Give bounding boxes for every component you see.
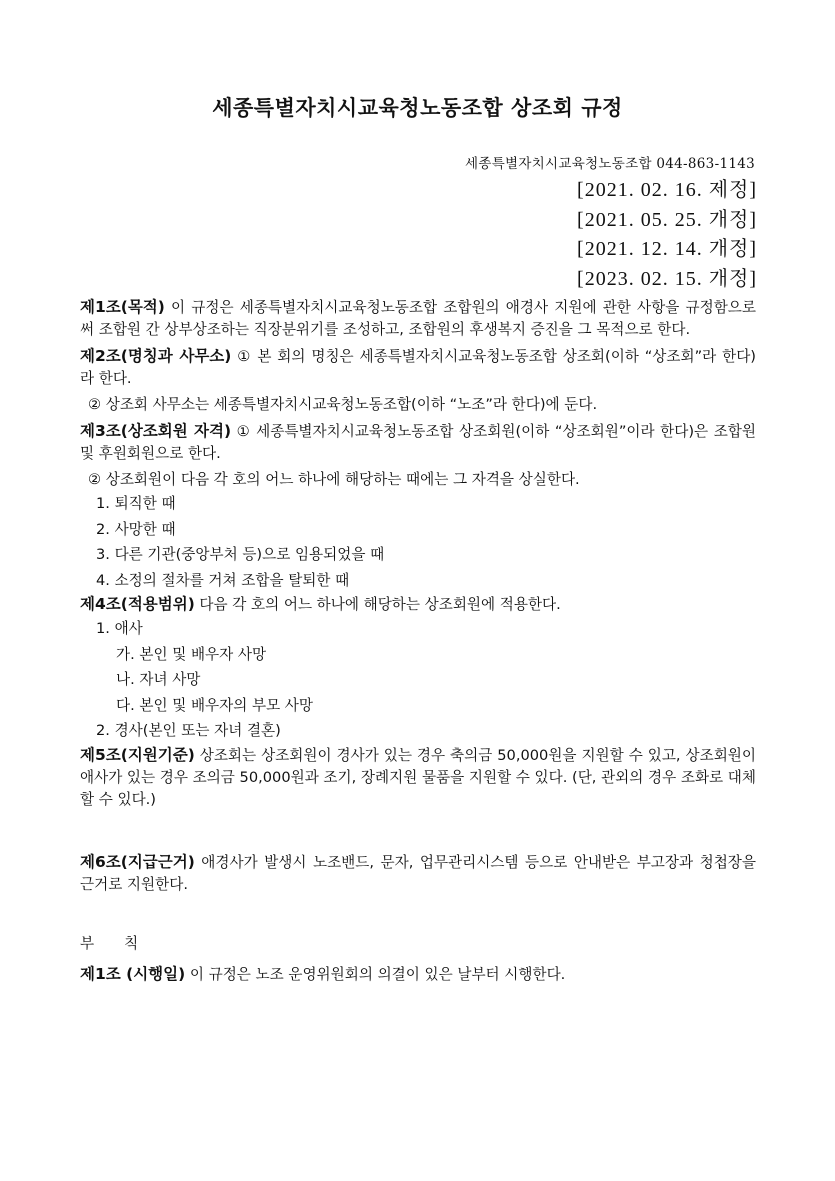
article-4 (80, 593, 756, 616)
article-text: ① 세종특별자치시교육청노동조합 상조회원(이하 “상조회원”이라 한다)은 조합원 및 후원회원으로 한다. (80, 423, 756, 462)
article-heading: 제5조(지원기준) (80, 745, 195, 764)
article-paragraph: ② 상조회 사무소는 세종특별자치시교육청노동조합(이하 “노조”라 한다)에 둔다. (88, 396, 598, 413)
addendum-article-1 (80, 963, 756, 986)
list-item: 3. 다른 기관(중앙부처 등)으로 임용되었을 때 (96, 546, 385, 563)
addendum-label (80, 932, 756, 953)
article-heading: 제1조(목적) (80, 298, 165, 316)
list-item: 1. 애사 (96, 620, 143, 637)
article-text: 애경사가 발생시 노조밴드, 문자, 업무관리시스템 등으로 안내받은 부고장과 청첩장을 근거로 지원한다. (80, 853, 756, 893)
list-item: 2. 경사(본인 또는 자녀 결혼) (96, 722, 281, 739)
revision-date: [2021. 02. 16. 제정] (577, 179, 757, 201)
addendum-label-2: 칙 (124, 934, 139, 952)
spacer (80, 811, 756, 851)
document-title: 세종특별자치시교육청노동조합 상조회 규정 (212, 96, 623, 120)
revision-date: [2021. 12. 14. 개정] (577, 238, 757, 260)
article-5 (80, 744, 756, 811)
addendum-label-1: 부 (80, 934, 95, 952)
article-text: 이 규정은 세종특별자치시교육청노동조합 조합원의 애경사 지원에 관한 사항을 규정함으로써 조합원 간 상부상조하는 직장분위기를 조성하고, 조합원의 후생복지 증진을 그 목적으로 한다. (80, 299, 756, 338)
article-text: 다음 각 호의 어느 하나에 해당하는 상조회원에 적용한다. (194, 596, 561, 613)
sub-item: 나. 자녀 사망 (116, 671, 201, 688)
article-3 (80, 420, 756, 465)
article-heading: 제3조(상조회원 자격) (80, 422, 232, 440)
list-item: 2. 사망한 때 (96, 520, 176, 538)
article-heading: 제6조(지급근거) (80, 852, 195, 871)
regulation-body (80, 296, 756, 986)
article-1 (80, 296, 756, 341)
spacer (80, 896, 756, 932)
article-text: ① 본 회의 명칭은 세종특별자치시교육청노동조합 상조회(이하 “상조회”라 한다)라 한다. (80, 348, 757, 387)
article-heading: 제4조(적용범위) (80, 595, 195, 613)
article-text: 상조회는 상조회원이 경사가 있는 경우 축의금 50,000원을 지원할 수 있고, 상조회원이 애사가 있는 경우 조의금 50,000원과 조기, 장례지원 물품을 지원할 수 있다. (단, 관외의 경우 조화로 대체할 수 있다.) (80, 746, 756, 808)
article-6 (80, 851, 756, 896)
list-item: 1. 퇴직한 때 (96, 495, 176, 512)
sub-item: 다. 본인 및 배우자의 부모 사망 (116, 696, 314, 714)
revision-date: [2023. 02. 15. 개정] (577, 267, 757, 290)
article-paragraph: ② 상조회원이 다음 각 호의 어느 하나에 해당하는 때에는 그 자격을 상실한다. (88, 471, 580, 488)
sub-item: 가. 본인 및 배우자 사망 (116, 645, 267, 663)
article-2 (80, 345, 756, 390)
article-text: 이 규정은 노조 운영위원회의 의결이 있은 날부터 시행한다. (185, 965, 566, 983)
article-heading: 제2조(명칭과 사무소) (80, 347, 232, 365)
article-heading: 제1조 (시행일) (80, 964, 186, 983)
revision-date: [2021. 05. 25. 개정] (577, 208, 757, 231)
list-item: 4. 소정의 절차를 거쳐 조합을 탈퇴한 때 (96, 571, 350, 589)
union-contact: 세종특별자치시교육청노동조합 044-863-1143 (465, 156, 755, 172)
revision-dates (577, 176, 757, 294)
